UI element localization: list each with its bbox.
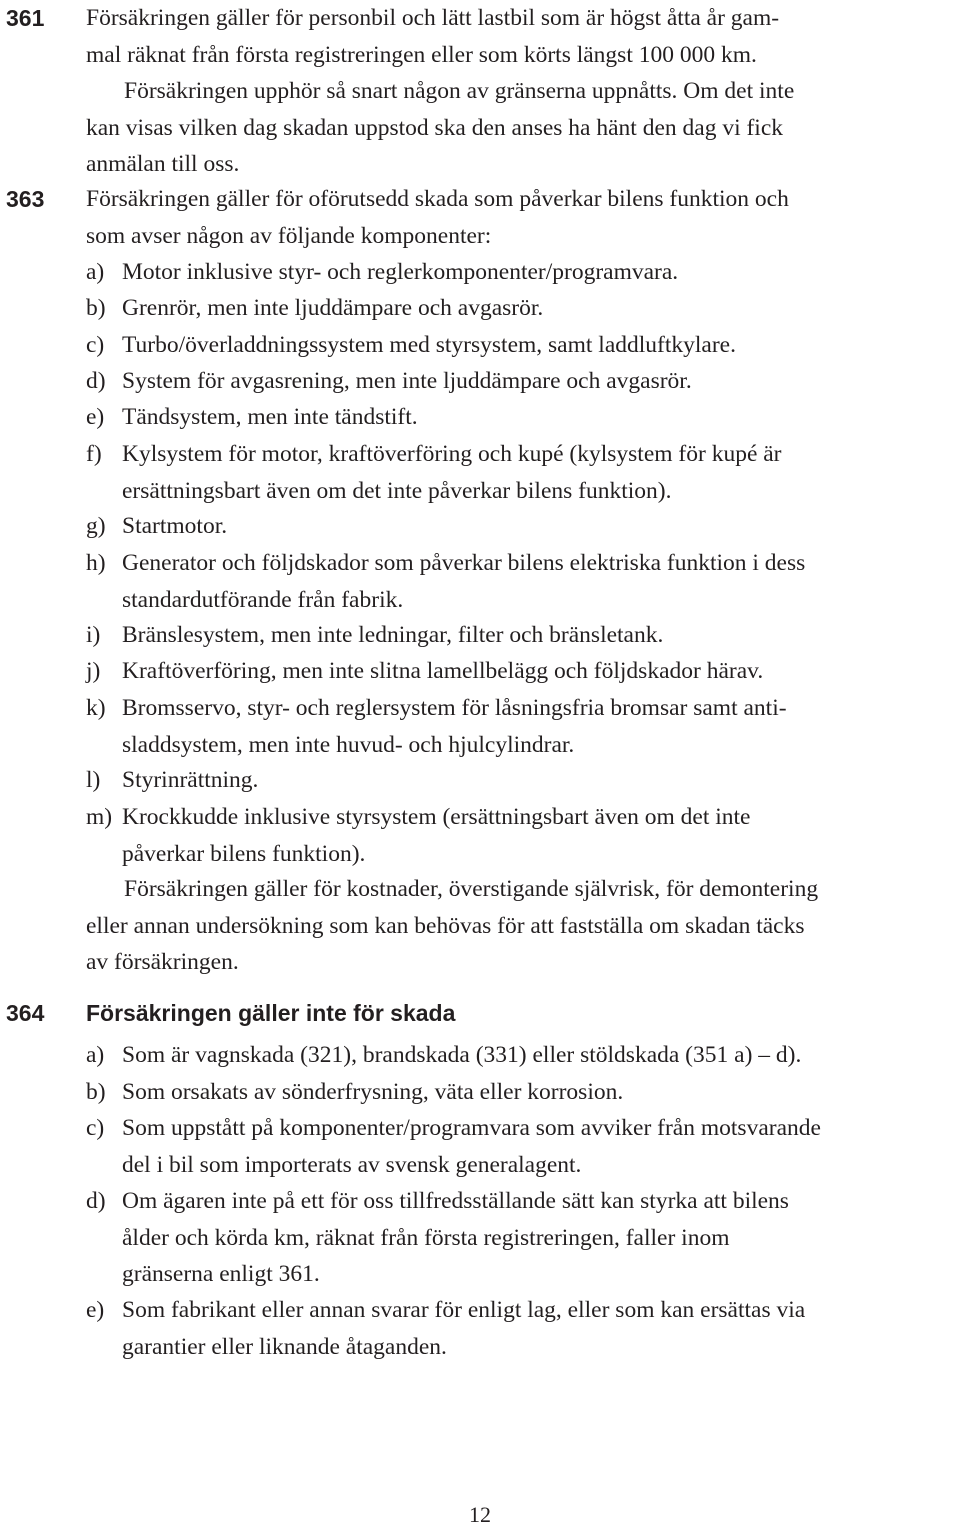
item-text: System för avgasrening, men inte ljuddämpare och avgasrör. (122, 368, 692, 394)
item-text: standardutförande från fabrik. (122, 586, 404, 613)
list-item-363-m (86, 799, 956, 872)
section-number-361: 361 (6, 5, 45, 31)
item-text: sladdsystem, men inte huvud- och hjulcylindrar. (122, 731, 575, 758)
item-text: Startmotor. (122, 513, 228, 539)
item-letter: a) (86, 1042, 105, 1068)
text-line: Försäkringen gäller för kostnader, överstigande självrisk, för demontering (124, 876, 819, 902)
list-item-364-c (86, 1110, 956, 1183)
list-item-364-b (86, 1074, 956, 1111)
list-item-364-a (86, 1037, 956, 1074)
list-item-363-k (86, 690, 956, 763)
item-letter: d) (86, 368, 106, 394)
item-text: Turbo/överladdningssystem med styrsystem, samt laddluftkylare. (122, 332, 736, 358)
item-text: Som orsakats av sönderfrysning, väta eller korrosion. (122, 1079, 624, 1105)
text-line: kan visas vilken dag skadan uppstod ska den anses ha hänt den dag vi fick (86, 114, 784, 141)
item-letter: l) (86, 767, 101, 793)
list-item-363-g (86, 508, 956, 545)
section-364-heading: Försäkringen gäller inte för skada (86, 1000, 456, 1026)
text-line: eller annan undersökning som kan behövas för att fastställa om skadan täcks (86, 912, 805, 939)
list-item-363-l (86, 762, 956, 799)
item-text: Krockkudde inklusive styrsystem (ersättningsbart även om det inte (122, 804, 751, 830)
item-text: ersättningsbart även om det inte påverkar bilens funktion). (122, 477, 672, 504)
section-363-closing (86, 871, 956, 981)
text-line: av försäkringen. (86, 949, 239, 976)
item-text: påverkar bilens funktion). (122, 840, 366, 867)
list-item-363-a (86, 254, 956, 291)
item-text: Som uppstått på komponenter/programvara som avviker från motsvarande (122, 1115, 821, 1141)
item-letter: i) (86, 622, 101, 648)
list-item-364-e (86, 1292, 956, 1365)
item-text: ålder och körda km, räknat från första registreringen, faller inom (122, 1224, 730, 1251)
item-letter: g) (86, 513, 106, 539)
item-letter: m) (86, 804, 113, 830)
list-item-363-e (86, 399, 956, 436)
list-item-363-d (86, 363, 956, 400)
text-line: Försäkringen gäller för personbil och lätt lastbil som är högst åtta år gam- (86, 5, 780, 31)
item-text: Generator och följdskador som påverkar bilens elektriska funktion i dess (122, 550, 806, 576)
list-item-363-j (86, 653, 956, 690)
item-letter: h) (86, 550, 106, 576)
section-number-364: 364 (6, 1000, 45, 1026)
item-text: Kraftöverföring, men inte slitna lamellbelägg och följdskador härav. (122, 658, 764, 684)
item-text: Som är vagnskada (321), brandskada (331) eller stöldskada (351 a) – d). (122, 1042, 802, 1068)
section-363-intro (86, 181, 956, 254)
item-letter: b) (86, 1079, 106, 1105)
list-item-363-h (86, 545, 956, 618)
section-361-text (86, 0, 956, 183)
text-line: anmälan till oss. (86, 151, 240, 178)
item-text: garantier eller liknande åtaganden. (122, 1333, 447, 1360)
item-letter: k) (86, 695, 106, 721)
text-line: mal räknat från första registreringen eller som körts längst 100 000 km. (86, 41, 757, 68)
list-item-363-f (86, 436, 956, 509)
item-text: Om ägaren inte på ett för oss tillfredsställande sätt kan styrka att bilens (122, 1188, 789, 1214)
item-letter: e) (86, 1297, 105, 1323)
item-text: Bränslesystem, men inte ledningar, filter och bränsletank. (122, 622, 664, 648)
item-letter: j) (86, 658, 101, 684)
item-letter: e) (86, 404, 105, 430)
text-line: Försäkringen upphör så snart någon av gränserna uppnåtts. Om det inte (124, 78, 795, 105)
list-item-364-d (86, 1183, 956, 1293)
page-number: 12 (469, 1502, 491, 1527)
text-line: som avser någon av följande komponenter: (86, 222, 492, 249)
item-text: Motor inklusive styr- och reglerkomponenter/programvara. (122, 259, 679, 285)
item-letter: c) (86, 332, 105, 358)
section-number-363: 363 (6, 186, 45, 212)
item-letter: b) (86, 295, 106, 321)
item-text: Bromsservo, styr- och reglersystem för låsningsfria bromsar samt anti- (122, 695, 787, 721)
item-text: Grenrör, men inte ljuddämpare och avgasrör. (122, 295, 544, 321)
item-text: Tändsystem, men inte tändstift. (122, 404, 418, 430)
item-text: gränserna enligt 361. (122, 1261, 320, 1288)
item-text: Styrinrättning. (122, 767, 259, 793)
item-text: Som fabrikant eller annan svarar för enligt lag, eller som kan ersättas via (122, 1297, 806, 1323)
list-item-363-c (86, 327, 956, 364)
item-text: del i bil som importerats av svensk generalagent. (122, 1151, 582, 1178)
item-letter: f) (86, 441, 102, 467)
list-item-363-i (86, 617, 956, 654)
item-letter: c) (86, 1115, 105, 1141)
item-letter: d) (86, 1188, 106, 1214)
text-line: Försäkringen gäller för oförutsedd skada som påverkar bilens funktion och (86, 186, 789, 212)
list-item-363-b (86, 290, 956, 327)
item-letter: a) (86, 259, 105, 285)
item-text: Kylsystem för motor, kraftöverföring och kupé (kylsystem för kupé är (122, 441, 782, 467)
